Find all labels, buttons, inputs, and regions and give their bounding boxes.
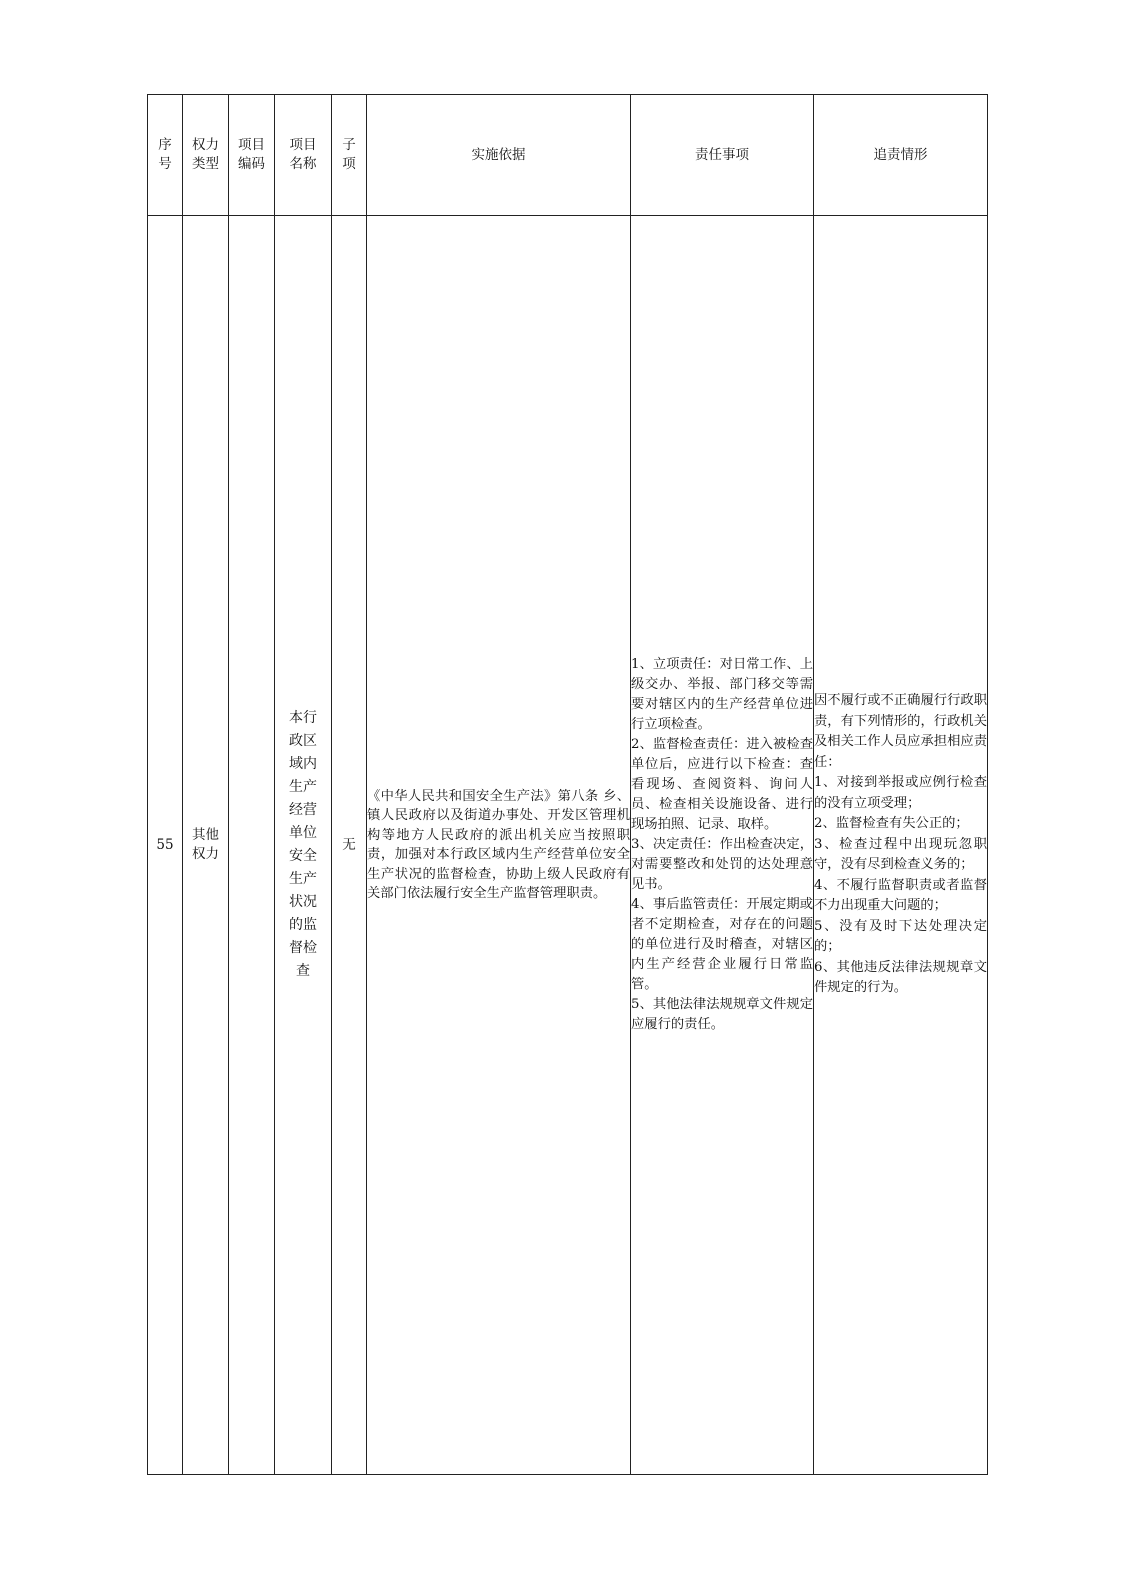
accountability-item: 3、检查过程中出现玩忽职守，没有尽到检查义务的； <box>814 836 987 873</box>
cell-basis: 《中华人民共和国安全生产法》第八条 乡、镇人民政府以及街道办事处、开发区管理机构等地方人民政府的派出机关应当按照职责，加强对本行政区域内生产经营单位安全生产状况的监督检查，协助上级人民政府有关部门依法履行安全生产监督管理职责。 <box>367 216 631 1475</box>
cell-responsibility <box>631 216 814 1475</box>
cell-power-type: 其他权力 <box>183 216 229 1475</box>
accountability-item: 1、对接到举报或应例行检查的没有立项受理； <box>814 775 987 811</box>
responsibility-item: 4、事后监管责任：开展定期或者不定期检查，对存在的问题的单位进行及时稽查，对辖区内生产经营企业履行日常监管。 <box>631 897 813 992</box>
header-responsibility: 责任事项 <box>631 95 814 216</box>
responsibility-item: 1、立项责任：对日常工作、上级交办、举报、部门移交等需要对辖区内的生产经营单位进行立项检查。 <box>631 657 813 732</box>
responsibility-item: 3、决定责任：作出检查决定，对需要整改和处罚的达处理意见书。 <box>631 837 813 892</box>
accountability-item: 因不履行或不正确履行行政职责，有下列情形的，行政机关及相关工作人员应承担相应责任： <box>814 693 987 770</box>
header-seq: 序号 <box>148 95 183 216</box>
accountability-item: 2、监督检查有失公正的； <box>814 816 969 832</box>
header-item-code: 项目编码 <box>229 95 275 216</box>
power-list-table <box>147 94 988 1475</box>
header-item-name: 项目名称 <box>275 95 332 216</box>
header-accountability: 追责情形 <box>814 95 988 216</box>
header-row <box>148 95 988 216</box>
cell-item-name: 本行政区域内生产经营单位安全生产状况的监督检查 <box>275 216 332 1475</box>
header-basis: 实施依据 <box>367 95 631 216</box>
header-sub-item: 子项 <box>332 95 367 216</box>
cell-item-code <box>229 216 275 1475</box>
cell-sub-item: 无 <box>332 216 367 1475</box>
responsibility-item: 2、监督检查责任：进入被检查单位后，应进行以下检查：查看现场、查阅资料、询问人员、检查相关设施设备、进行现场拍照、记录、取样。 <box>631 737 813 832</box>
responsibility-item: 5、其他法律法规规章文件规定应履行的责任。 <box>631 997 813 1032</box>
header-power-type: 权力类型 <box>183 95 229 216</box>
cell-accountability <box>814 216 988 1475</box>
accountability-item: 4、不履行监督职责或者监督不力出现重大问题的； <box>814 877 987 914</box>
cell-seq: 55 <box>148 216 183 1475</box>
table-row <box>148 216 988 1475</box>
accountability-item: 5、没有及时下达处理决定的； <box>814 918 987 955</box>
accountability-item: 6、其他违反法律法规规章文件规定的行为。 <box>814 959 987 996</box>
